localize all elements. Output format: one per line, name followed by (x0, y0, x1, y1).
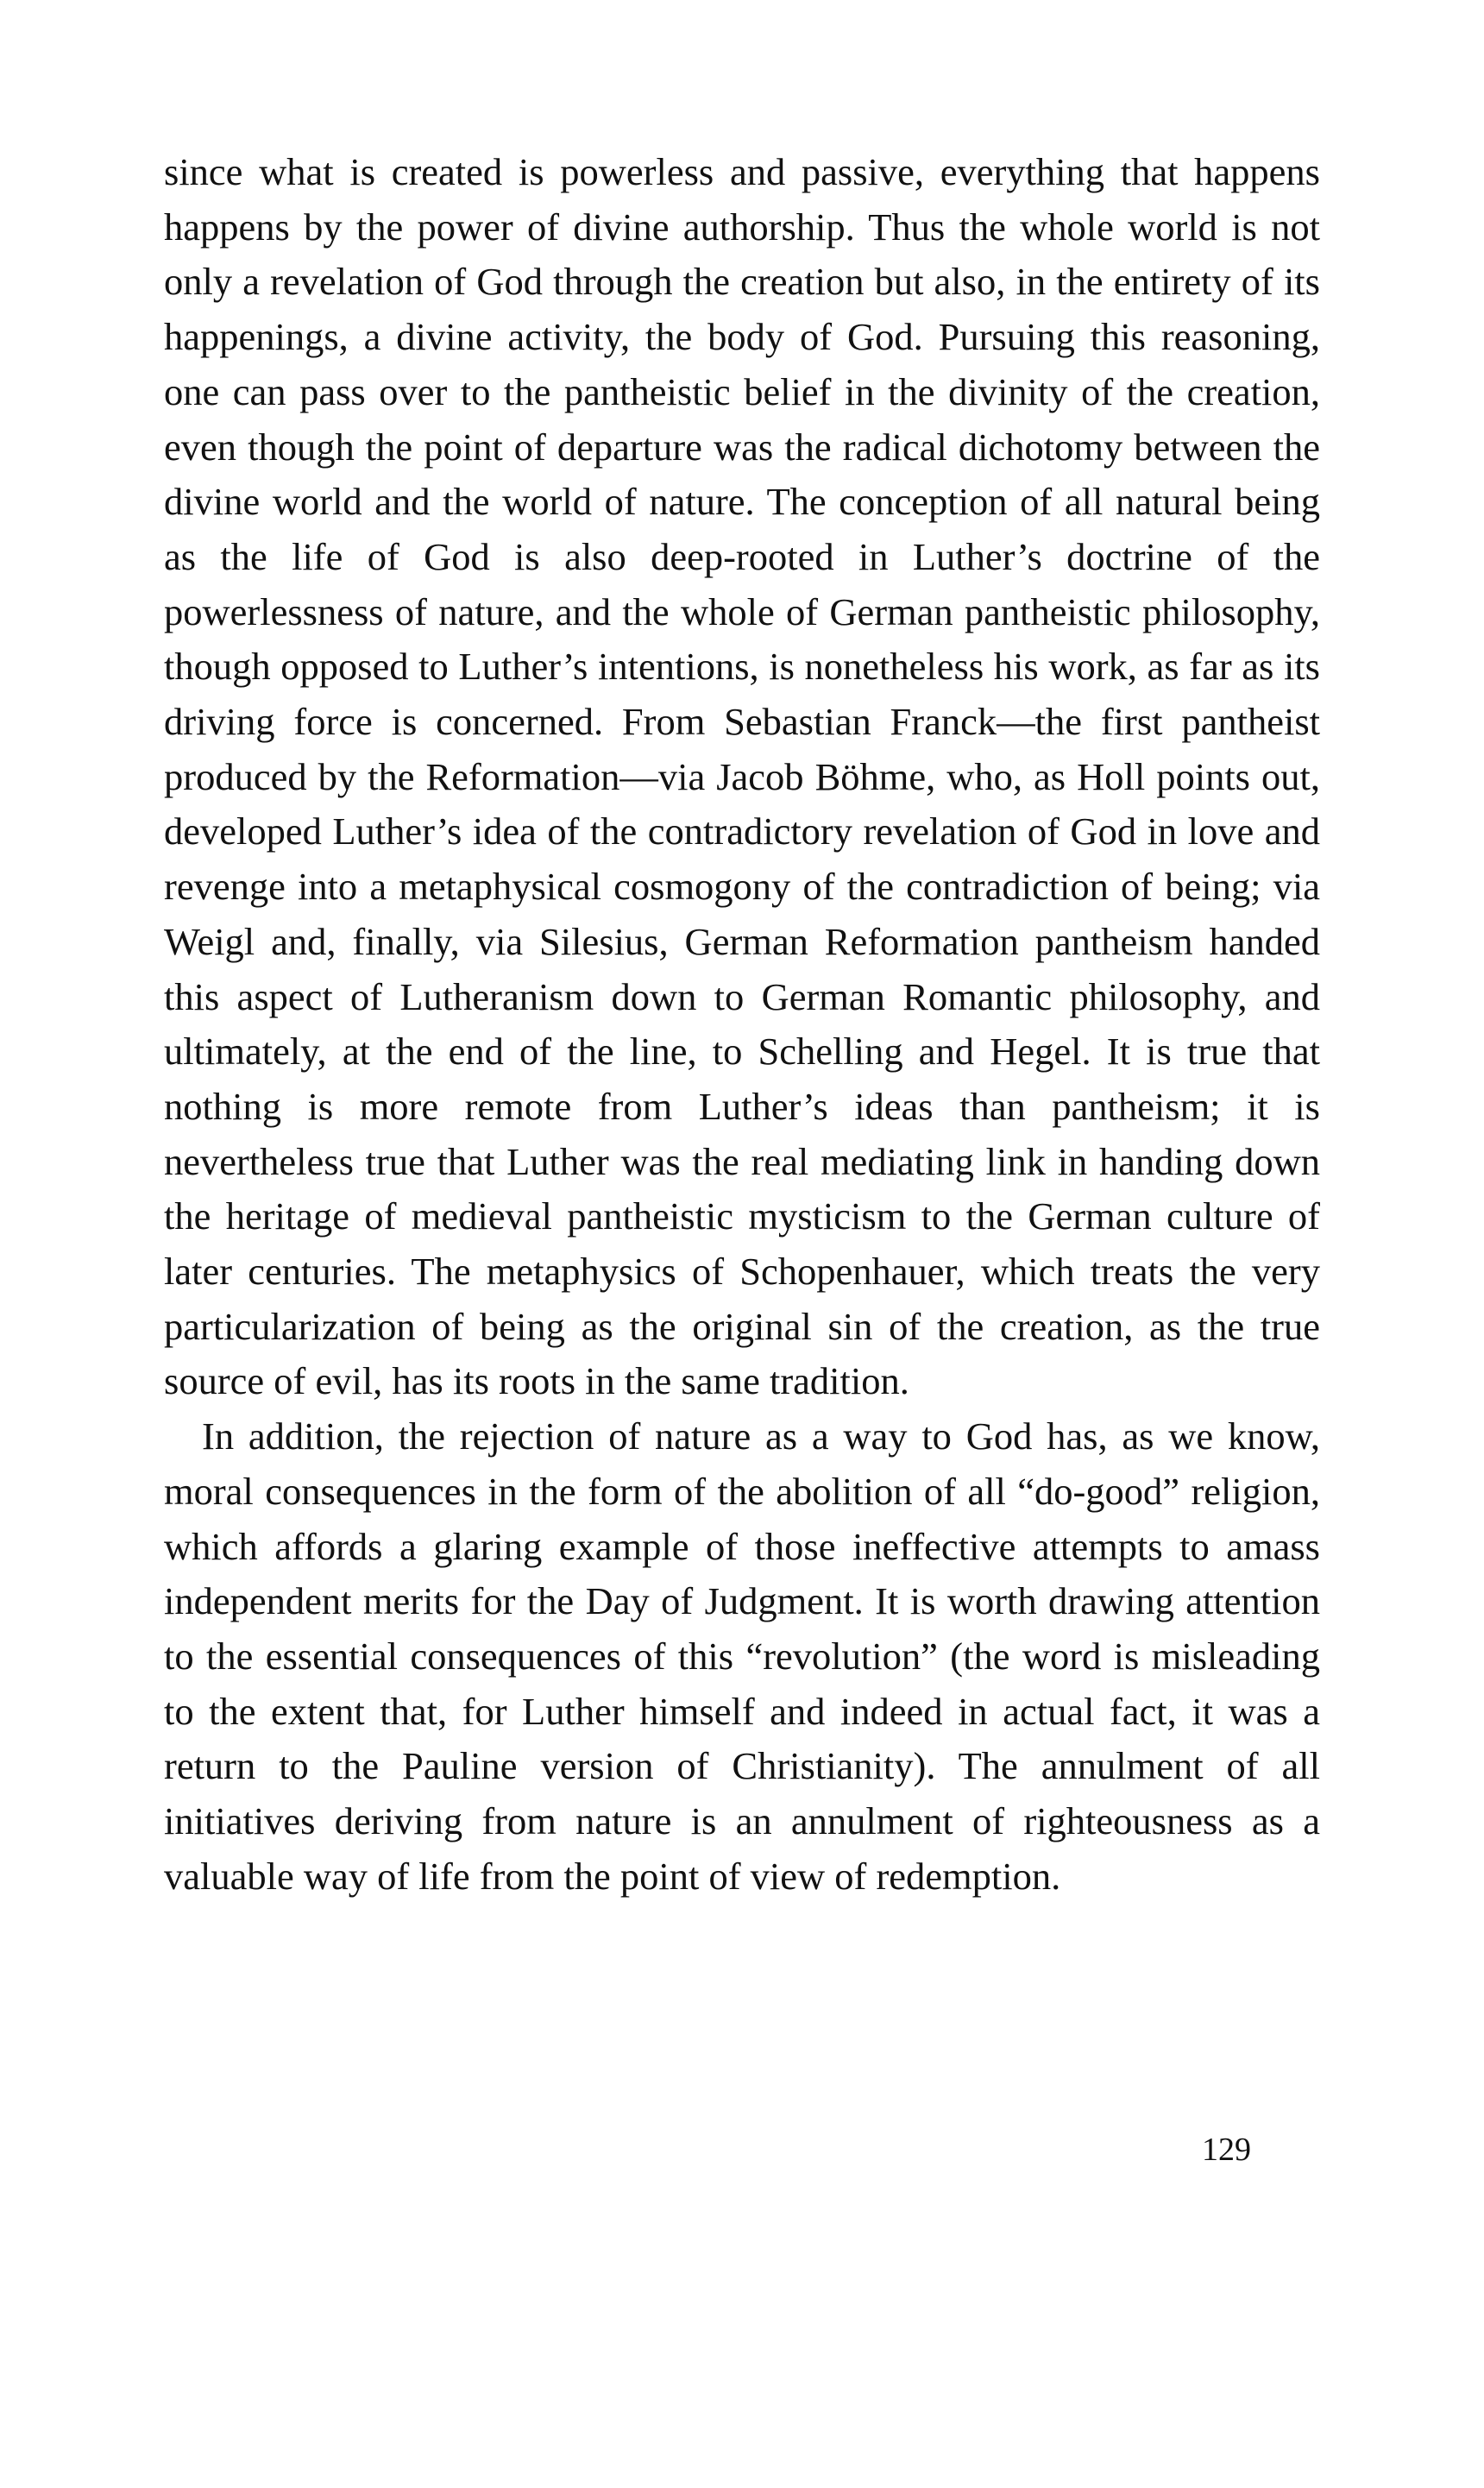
page-number: 129 (1202, 2132, 1251, 2168)
paragraph-2: In addition, the rejection of nature as a way to God has, as we know, moral consequences in the form of the abolition of all “do-good” religion, which affords a glaring example of those ineffective attempts to amass independent merits for the Day of Judgment. It is worth drawing attention to the essential consequences of this “revolution” (the word is misleading to the extent that, for Luther himself and indeed in actual fact, it was a return to the Pauline version of Christianity). The annulment of all initiatives deriving from nature is an annulment of righteousness as a valuable way of life from the point of view of redemption. (164, 1414, 1320, 1898)
paragraph-1: since what is created is powerless and passive, everything that happens happens by the power of divine authorship. Thus the whole world is not only a revelation of God through the creation but also, in the entirety of its happenings, a divine activity, the body of God. Pursuing this reasoning, one can pass over to the pantheistic belief in the divinity of the creation, even though the point of departure was the radical dichotomy between the divine world and the world of nature. The conception of all natural being as the life of God is also deep-rooted in Luther’s doctrine of the powerlessness of nature, and the whole of German pantheistic philosophy, though opposed to Luther’s intentions, is nonetheless his work, as far as its driving force is concerned. From Sebastian Franck—the first pantheist produced by the Reformation—via Jacob Böhme, who, as Holl points out, developed Luther’s idea of the contradictory revelation of God in love and revenge into a metaphysical cosmogony of the contradiction of being; via Weigl and, finally, via Silesius, German Reformation pantheism handed this aspect of Lutheranism down to German Romantic philosophy, and ultimately, at the end of the line, to Schelling and Hegel. It is true that nothing is more remote from Luther’s ideas than pantheism; it is nevertheless true that Luther was the real mediating link in handing down the heritage of medieval pantheistic mysticism to the German culture of later centuries. The metaphysics of Schopenhauer, which treats the very particularization of being as the original sin of the creation, as the true source of evil, has its roots in the same tradition. (164, 150, 1320, 1403)
body-text (164, 145, 1320, 1905)
